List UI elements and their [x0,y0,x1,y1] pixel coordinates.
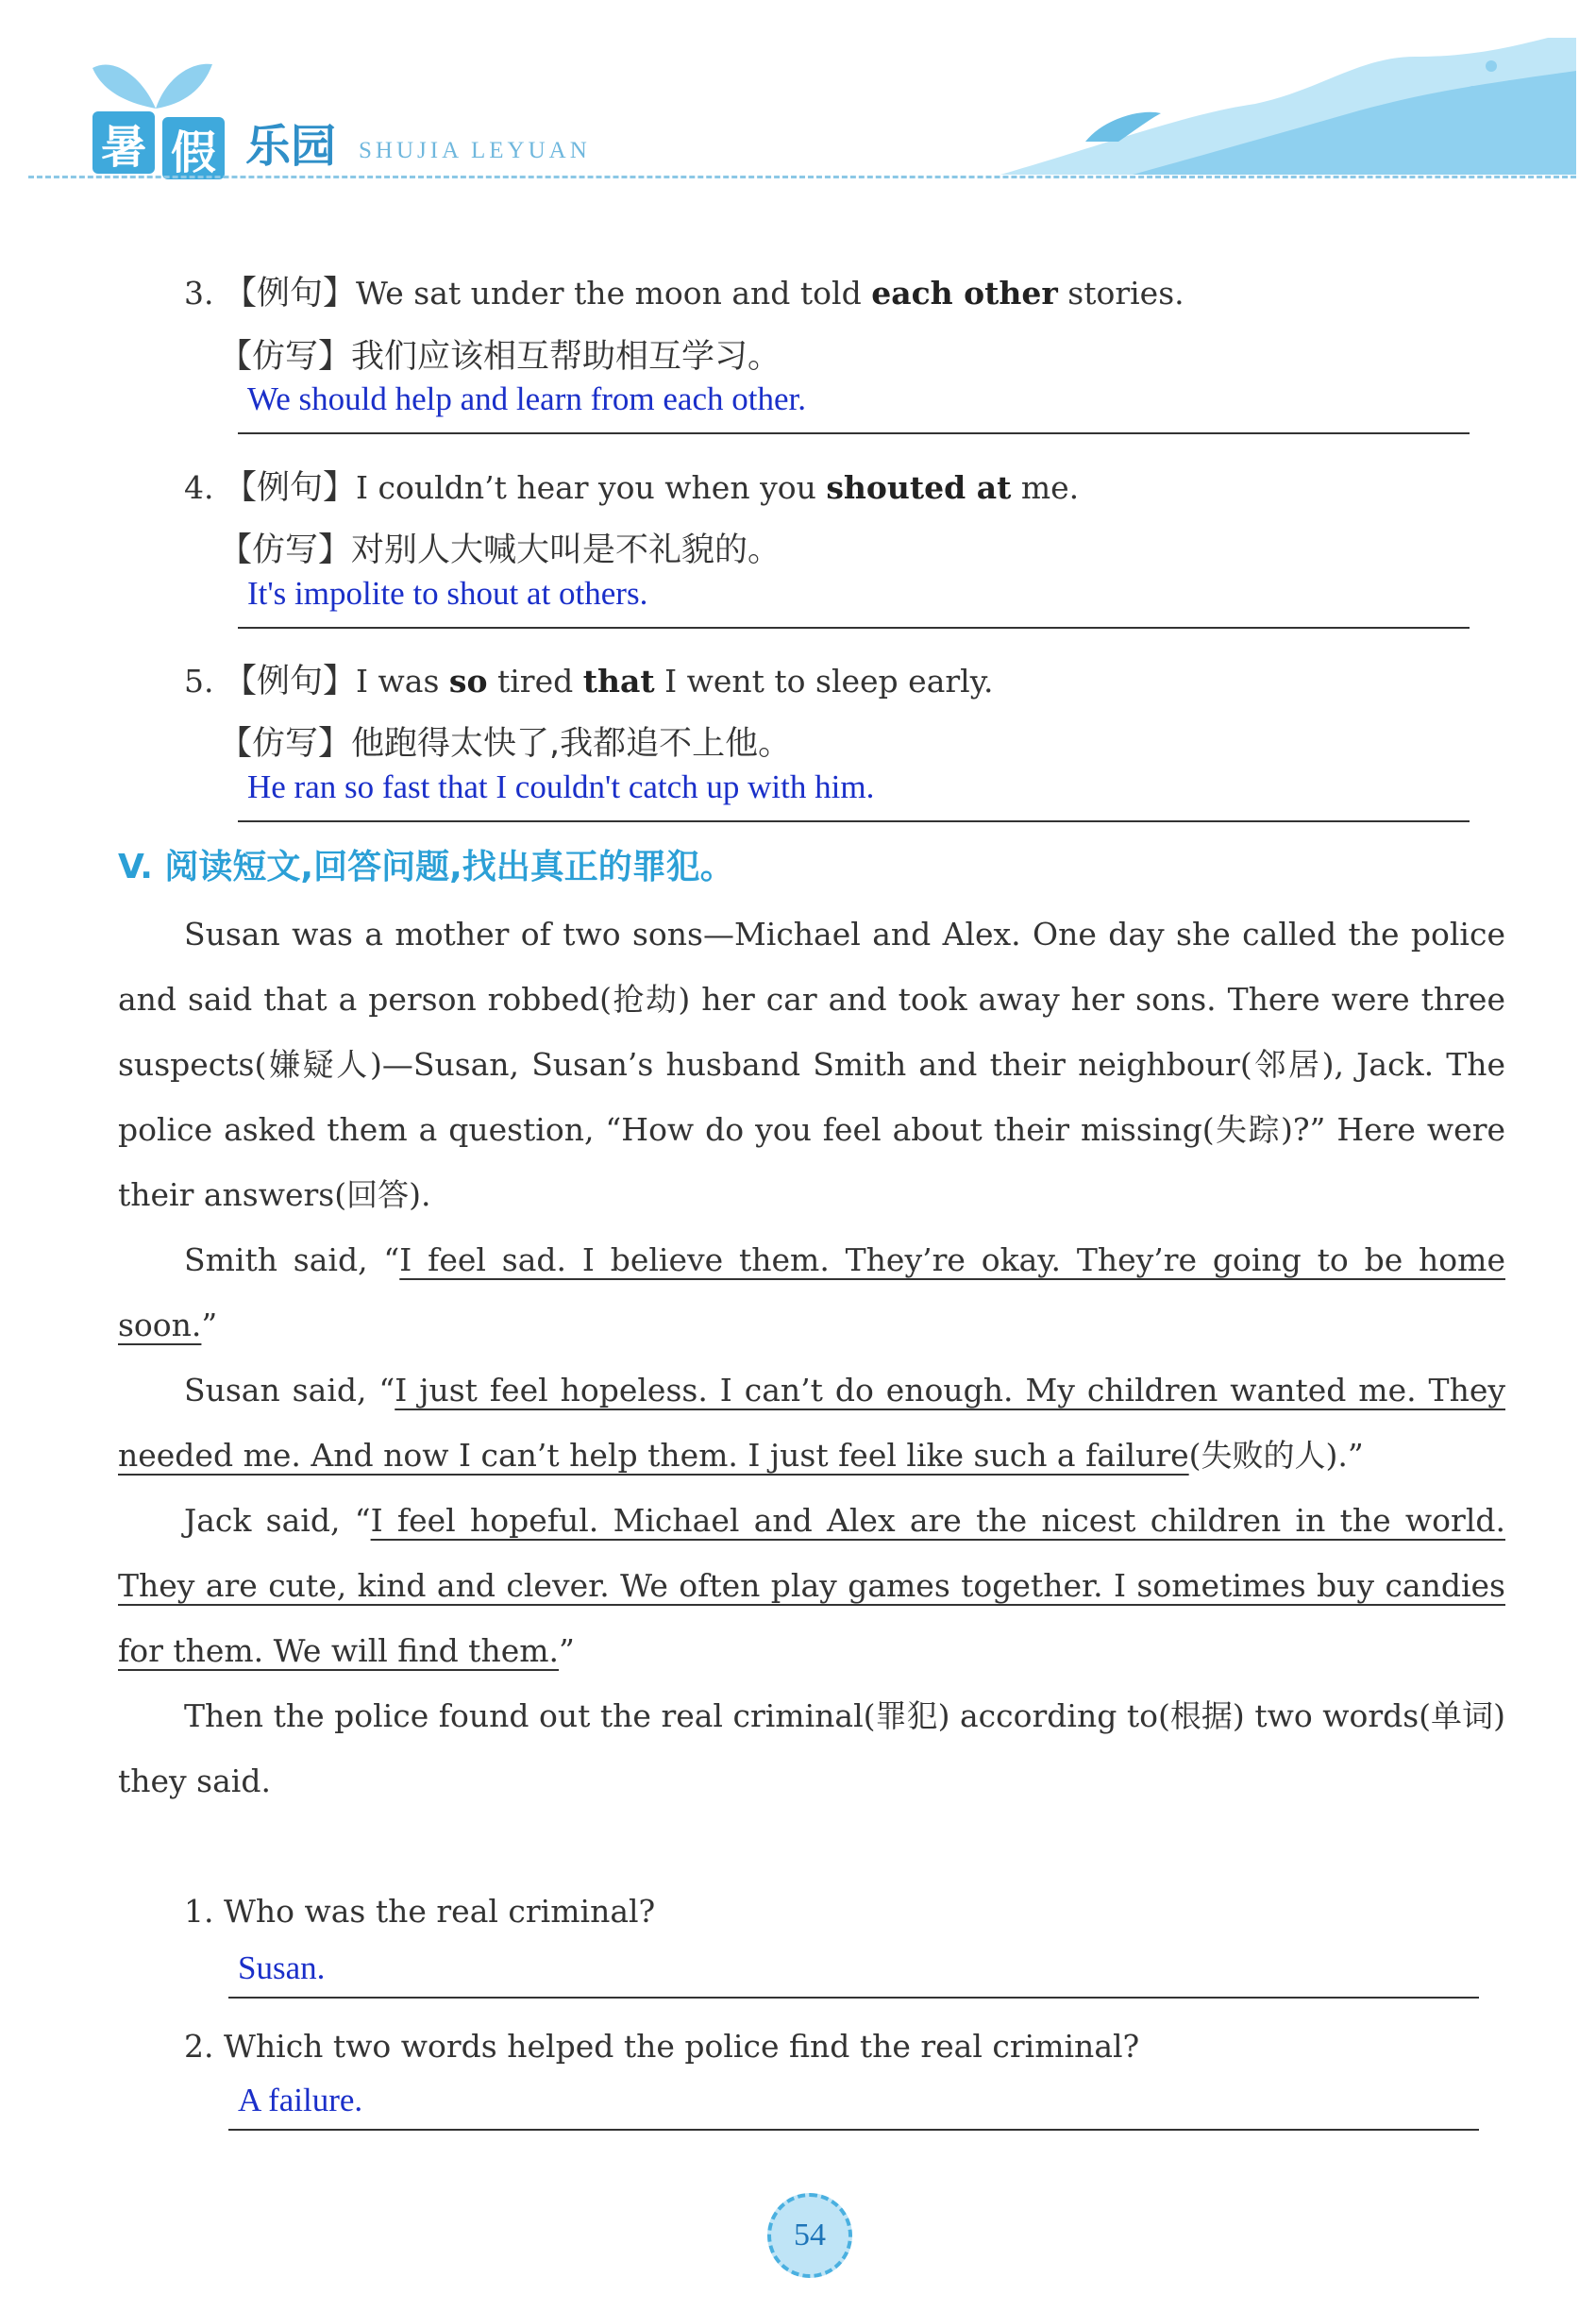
paragraph-intro: Susan was a mother of two sons—Michael and Alex. One day she called the police and said that a person robbed(抢劫) her car and took away her sons. There were three suspects(嫌疑人)—Susan, Susan’s husband Smith and their neighbour(邻居), Jack. The police asked them a question, “How do you feel about their missing(失踪)?” Here were their answers(回答). [118,916,1505,1213]
exercise-4-answer: It's impolite to shout at others. [247,575,648,612]
answer-line [228,2129,1479,2131]
answer-line [238,627,1470,629]
paragraph-conclusion: Then the police found out the real criminal(罪犯) according to(根据) two words(单词) they said. [118,1697,1505,1799]
answer-line [238,432,1470,434]
answer-line [238,820,1470,822]
exercise-3-imitate [219,330,781,378]
brand-char-2: 假 [162,117,225,179]
header [0,0,1596,189]
exercise-number: 4. [184,469,214,506]
jack-intro: Jack said, “ [184,1502,371,1539]
wave-decoration [0,0,1596,189]
imitate-label: 【仿写】 [219,338,352,376]
smith-intro: Smith said, “ [184,1241,400,1278]
question-1: 1. Who was the real criminal? [184,1893,656,1930]
exercise-4-imitate [219,524,781,571]
susan-intro: Susan said, “ [184,1372,395,1409]
paragraph-jack [118,1488,1505,1683]
exercise-5-answer: He ran so fast that I couldn't catch up with him. [247,768,875,805]
example-text: We sat under the moon and told [356,275,872,312]
header-divider [28,176,1576,178]
exercise-5-example [184,655,993,702]
example-keyword: that [582,663,655,700]
exercise-5-imitate [219,717,791,765]
example-keyword: so [448,663,488,700]
imitate-prompt: 对别人大喊大叫是不礼貌的。 [351,531,781,569]
jack-close: ” [559,1632,575,1669]
example-label: 【例句】 [224,663,357,700]
page-number: 54 [767,2193,852,2278]
exercise-3-answer: We should help and learn from each other. [247,380,806,417]
paragraph-smith [118,1227,1505,1358]
imitate-prompt: 我们应该相互帮助相互学习。 [351,338,781,376]
example-text-end: me. [1011,469,1080,506]
section-v-title: V. 阅读短文,回答问题,找出真正的罪犯。 [118,848,734,886]
example-text-end: I went to sleep early. [654,663,994,700]
example-text: I couldn’t hear you when you [356,469,827,506]
paragraph-susan [118,1358,1505,1488]
exercise-number: 3. [184,275,214,312]
question-2-answer: A failure. [238,2082,363,2118]
question-1-answer: Susan. [238,1949,326,1986]
brand-pinyin: SHUJIA LEYUAN [359,138,591,163]
smith-close: ” [201,1307,218,1343]
exercise-number: 5. [184,663,214,700]
example-keyword: each other [871,275,1058,312]
example-text-end: stories. [1057,275,1184,312]
susan-quote: I just feel hopeless. I can’t do enough. My children wanted me. They needed me. And now I can’t help them. I just feel like such a failure [118,1372,1505,1474]
imitate-prompt: 他跑得太快了,我都追不上他。 [351,725,792,763]
brand-text: 乐园 [245,120,337,173]
question-2: 2. Which two words helped the police find the real criminal? [184,2028,1140,2065]
exercise-3-example [184,267,1184,314]
brand-char-1: 暑 [92,111,155,174]
exercise-4-example [184,462,1079,509]
example-keyword: shouted at [826,469,1012,506]
reading-passage [118,902,1505,1813]
imitate-label: 【仿写】 [219,725,352,763]
example-label: 【例句】 [224,469,357,507]
example-text: I was [356,663,449,700]
imitate-label: 【仿写】 [219,531,352,569]
smith-quote: I feel sad. I believe them. They’re okay. They’re going to be home soon. [118,1241,1505,1343]
answer-line [228,1997,1479,1999]
jack-quote: I feel hopeful. Michael and Alex are the nicest children in the world. They are cute, kind and clever. We often play games together. I sometimes buy candies for them. We will find them. [118,1502,1505,1669]
example-text: tired [487,663,583,700]
susan-close: (失败的人).” [1188,1437,1364,1474]
example-label: 【例句】 [224,275,357,312]
